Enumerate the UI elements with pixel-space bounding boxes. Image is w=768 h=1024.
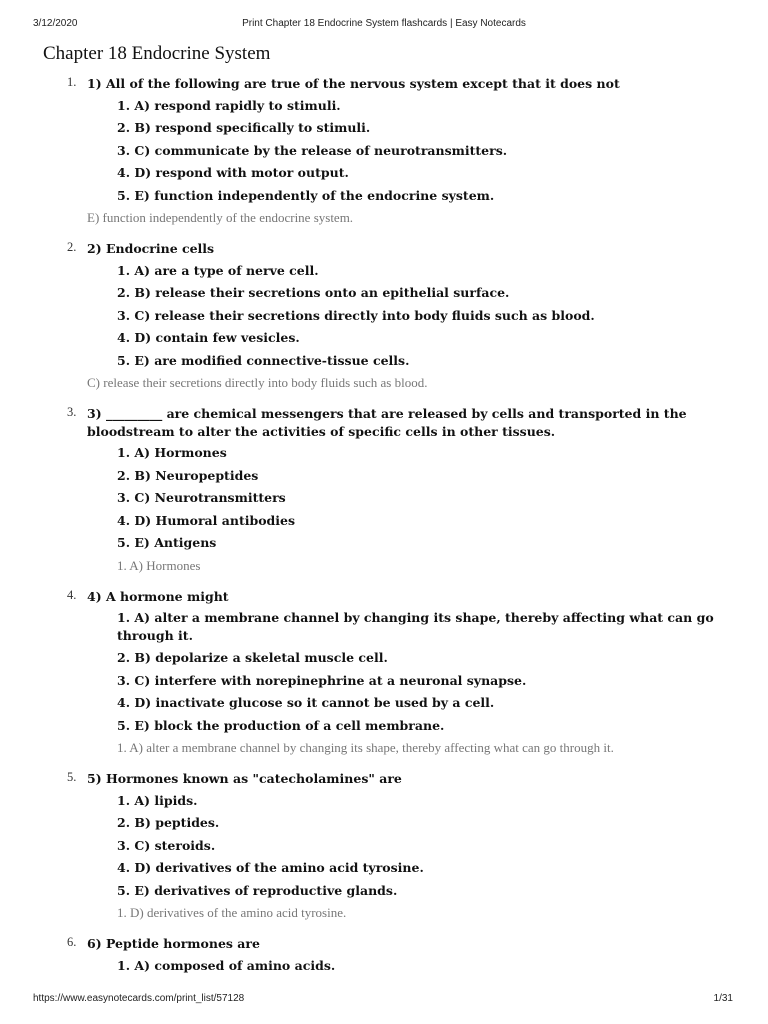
option-item: 3. C) Neurotransmitters [117,490,286,505]
option-list [0,792,768,900]
card-question: 3) _________ are chemical messengers that are released by cells and transported in the bloodstream to alter the activities of specific cells in other tissues. [87,406,687,439]
option-item: 4. D) Humoral antibodies [117,512,296,528]
card-answer: 1. A) Hormones [117,557,201,573]
card-number: 5. [67,770,77,784]
option-item: 1. A) lipids. [117,792,198,808]
card-answer: 1. A) alter a membrane channel by changing its shape, thereby affecting what can go through it. [117,740,614,755]
option-list [0,957,768,975]
print-date: 3/12/2020 [33,18,78,29]
flashcard-1 [0,73,768,227]
option-list [0,444,768,552]
card-question: 4) A hormone might [87,588,229,604]
card-number: 3. [67,405,77,419]
flashcard-2 [0,238,768,392]
flashcard-list [0,73,768,985]
option-item: 3. C) communicate by the release of neurotransmitters. [117,142,508,158]
option-item: 4. D) respond with motor output. [117,165,349,180]
option-item: 1. A) respond rapidly to stimuli. [117,97,341,113]
flashcard-5 [0,768,768,922]
option-item: 1. A) Hormones [117,445,227,460]
option-item: 1. A) composed of amino acids. [117,957,336,973]
flashcard-4 [0,586,768,758]
print-url: https://www.easynotecards.com/print_list/57128 [33,993,245,1004]
card-answer: E) function independently of the endocrine system. [87,210,354,225]
card-number: 6. [67,935,77,949]
option-item: 1. A) alter a membrane channel by changing its shape, thereby affecting what can go through it. [117,610,714,643]
card-question: 2) Endocrine cells [87,241,215,256]
option-item: 4. D) derivatives of the amino acid tyrosine. [117,860,424,875]
print-footer [0,993,768,1007]
option-list [0,262,768,370]
card-question: 5) Hormones known as "catecholamines" are [87,771,402,786]
option-list [0,97,768,205]
option-item: 3. C) release their secretions directly into body fluids such as blood. [117,307,595,323]
page-title: Chapter 18 Endocrine System [43,43,271,64]
option-item: 2. B) peptides. [117,815,220,830]
card-number: 1. [67,75,77,89]
option-item: 4. D) inactivate glucose so it cannot be used by a cell. [117,695,495,710]
option-item: 3. C) steroids. [117,837,216,853]
option-item: 5. E) are modified connective-tissue cells. [117,352,410,368]
flashcard-6 [0,933,768,974]
option-item: 2. B) Neuropeptides [117,467,259,483]
option-item: 2. B) release their secretions onto an epithelial surface. [117,285,510,300]
option-item: 5. E) Antigens [117,535,217,550]
page-number: 1/31 [713,993,733,1004]
card-number: 2. [67,240,77,254]
option-item: 4. D) contain few vesicles. [117,330,300,345]
option-item: 3. C) interfere with norepinephrine at a neuronal synapse. [117,672,527,688]
option-item: 2. B) respond specifically to stimuli. [117,120,371,135]
option-item: 5. E) function independently of the endocrine system. [117,187,495,203]
flashcard-3 [0,403,768,575]
card-answer: C) release their secretions directly into body fluids such as blood. [87,375,428,390]
card-question: 1) All of the following are true of the nervous system except that it does not [87,76,620,91]
option-item: 5. E) derivatives of reproductive glands. [117,882,398,898]
card-number: 4. [67,587,77,602]
option-item: 5. E) block the production of a cell membrane. [117,717,445,733]
card-question: 6) Peptide hormones are [87,936,260,951]
print-header [0,18,768,32]
option-list [0,609,768,734]
print-page-title: Print Chapter 18 Endocrine System flashcards | Easy Notecards [242,18,526,29]
option-item: 1. A) are a type of nerve cell. [117,262,319,278]
option-item: 2. B) depolarize a skeletal muscle cell. [117,650,388,665]
card-answer: 1. D) derivatives of the amino acid tyrosine. [117,905,347,920]
